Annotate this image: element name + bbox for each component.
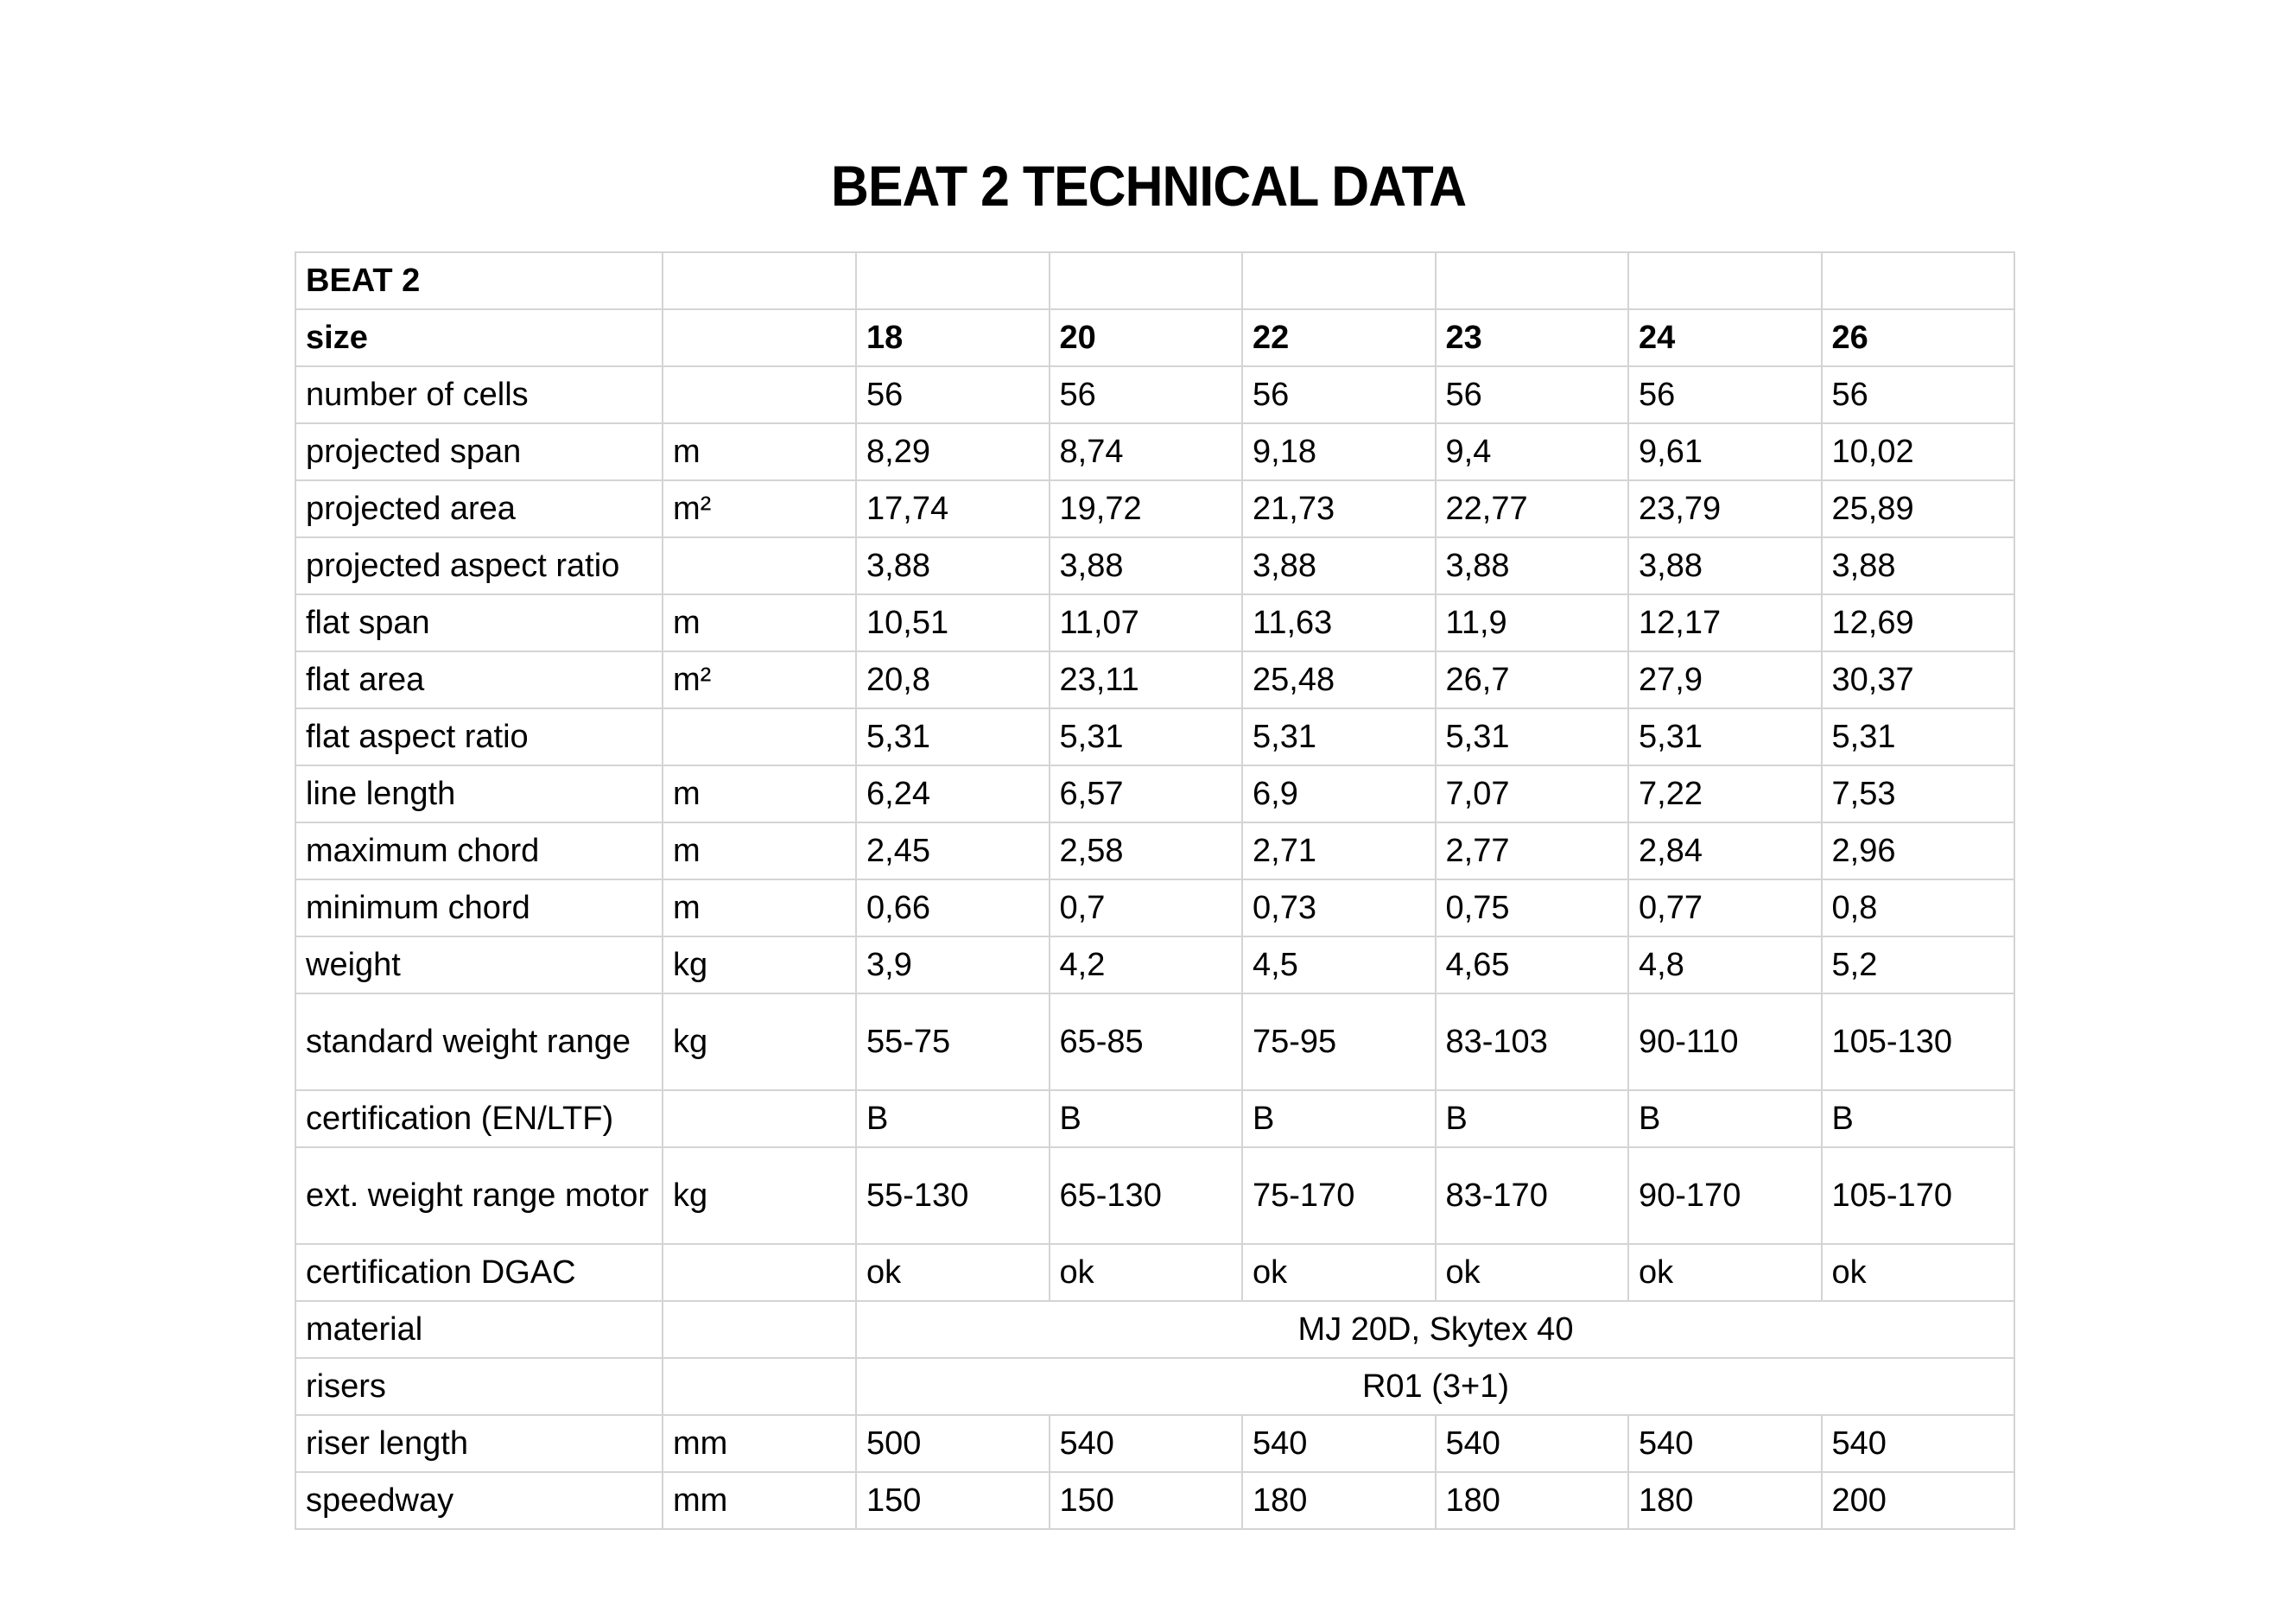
unit-cell: m [663,594,856,651]
model-header-row [295,252,2014,309]
value-cell: 2,71 [1242,822,1436,879]
value-cell: 9,61 [1628,423,1822,480]
value-cell: 3,9 [856,936,1050,993]
unit-cell: kg [663,993,856,1090]
value-cell: 21,73 [1242,480,1436,537]
value-cell: 65-130 [1050,1147,1243,1244]
row-label: number of cells [295,366,663,423]
value-cell: 5,31 [1242,708,1436,765]
unit-cell: m² [663,651,856,708]
empty-cell [856,252,1050,309]
merged-value-cell: MJ 20D, Skytex 40 [856,1301,2014,1358]
value-cell: 4,65 [1436,936,1629,993]
value-cell: 0,7 [1050,879,1243,936]
row-label: certification (EN/LTF) [295,1090,663,1147]
value-cell: 540 [1242,1415,1436,1472]
value-cell: 56 [1628,366,1822,423]
value-cell: 4,2 [1050,936,1243,993]
size-header-cell: 24 [1628,309,1822,366]
value-cell: 3,88 [1436,537,1629,594]
unit-cell: mm [663,1415,856,1472]
unit-cell: mm [663,1472,856,1529]
value-cell: 200 [1822,1472,2015,1529]
table-row [295,480,2014,537]
size-header-cell: 22 [1242,309,1436,366]
table-row [295,537,2014,594]
value-cell: 5,31 [1628,708,1822,765]
value-cell: 11,07 [1050,594,1243,651]
empty-cell [1628,252,1822,309]
value-cell: 11,63 [1242,594,1436,651]
table-row [295,1244,2014,1301]
value-cell: 0,66 [856,879,1050,936]
value-cell: 56 [1436,366,1629,423]
row-label: risers [295,1358,663,1415]
value-cell: ok [1436,1244,1629,1301]
value-cell: 56 [1242,366,1436,423]
value-cell: 180 [1628,1472,1822,1529]
size-header-cell: 26 [1822,309,2015,366]
unit-cell [663,708,856,765]
unit-cell: m [663,765,856,822]
value-cell: B [1242,1090,1436,1147]
empty-cell [663,252,856,309]
value-cell: 20,8 [856,651,1050,708]
row-label: certification DGAC [295,1244,663,1301]
unit-cell: m [663,423,856,480]
value-cell: 3,88 [1628,537,1822,594]
value-cell: 19,72 [1050,480,1243,537]
unit-cell [663,1358,856,1415]
value-cell: 30,37 [1822,651,2015,708]
value-cell: 150 [1050,1472,1243,1529]
value-cell: 5,31 [1822,708,2015,765]
row-label: projected aspect ratio [295,537,663,594]
value-cell: 7,53 [1822,765,2015,822]
value-cell: 83-103 [1436,993,1629,1090]
value-cell: 7,07 [1436,765,1629,822]
value-cell: 5,2 [1822,936,2015,993]
value-cell: 0,8 [1822,879,2015,936]
value-cell: 105-170 [1822,1147,2015,1244]
value-cell: 6,24 [856,765,1050,822]
table-row [295,879,2014,936]
value-cell: 7,22 [1628,765,1822,822]
value-cell: 10,02 [1822,423,2015,480]
table-row [295,822,2014,879]
empty-cell [1822,252,2015,309]
value-cell: 23,11 [1050,651,1243,708]
value-cell: 2,96 [1822,822,2015,879]
value-cell: 17,74 [856,480,1050,537]
value-cell: 27,9 [1628,651,1822,708]
unit-cell: m [663,822,856,879]
value-cell: 65-85 [1050,993,1243,1090]
value-cell: 90-170 [1628,1147,1822,1244]
value-cell: 3,88 [1050,537,1243,594]
value-cell: 150 [856,1472,1050,1529]
value-cell: 3,88 [1242,537,1436,594]
value-cell: 540 [1628,1415,1822,1472]
unit-cell: m [663,879,856,936]
value-cell: 0,75 [1436,879,1629,936]
value-cell: 3,88 [1822,537,2015,594]
value-cell: 8,29 [856,423,1050,480]
value-cell: 26,7 [1436,651,1629,708]
row-label: projected area [295,480,663,537]
value-cell: B [1436,1090,1629,1147]
table-row [295,366,2014,423]
value-cell: 2,84 [1628,822,1822,879]
value-cell: B [1822,1090,2015,1147]
value-cell: 25,48 [1242,651,1436,708]
empty-cell [1242,252,1436,309]
value-cell: 75-95 [1242,993,1436,1090]
value-cell: 22,77 [1436,480,1629,537]
value-cell: 6,57 [1050,765,1243,822]
value-cell: 55-130 [856,1147,1050,1244]
value-cell: 3,88 [856,537,1050,594]
value-cell: 5,31 [1050,708,1243,765]
value-cell: 0,77 [1628,879,1822,936]
table-row [295,993,2014,1090]
row-label: line length [295,765,663,822]
row-label: ext. weight range motor [295,1147,663,1244]
value-cell: 75-170 [1242,1147,1436,1244]
table-row [295,1301,2014,1358]
value-cell: 25,89 [1822,480,2015,537]
table-row [295,1472,2014,1529]
value-cell: 500 [856,1415,1050,1472]
value-cell: 56 [856,366,1050,423]
row-label: flat aspect ratio [295,708,663,765]
model-name: BEAT 2 [295,252,663,309]
row-label: minimum chord [295,879,663,936]
table-row [295,708,2014,765]
row-label: weight [295,936,663,993]
value-cell: 56 [1050,366,1243,423]
value-cell: B [1628,1090,1822,1147]
value-cell: 5,31 [856,708,1050,765]
table-row [295,1090,2014,1147]
empty-cell [1436,252,1629,309]
value-cell: 2,77 [1436,822,1629,879]
value-cell: 12,17 [1628,594,1822,651]
unit-cell [663,366,856,423]
value-cell: 9,4 [1436,423,1629,480]
value-cell: 83-170 [1436,1147,1629,1244]
value-cell: 540 [1822,1415,2015,1472]
row-label: flat area [295,651,663,708]
table-row [295,651,2014,708]
value-cell: 56 [1822,366,2015,423]
value-cell: 2,58 [1050,822,1243,879]
unit-cell [663,537,856,594]
unit-cell [663,1301,856,1358]
value-cell: 540 [1050,1415,1243,1472]
value-cell: 0,73 [1242,879,1436,936]
row-label: flat span [295,594,663,651]
value-cell: 4,5 [1242,936,1436,993]
value-cell: 55-75 [856,993,1050,1090]
row-label: material [295,1301,663,1358]
unit-cell: kg [663,1147,856,1244]
value-cell: 105-130 [1822,993,2015,1090]
unit-cell: m² [663,480,856,537]
size-header-cell: 20 [1050,309,1243,366]
row-label: maximum chord [295,822,663,879]
value-cell: B [1050,1090,1243,1147]
value-cell: 540 [1436,1415,1629,1472]
table-row [295,423,2014,480]
value-cell: ok [1242,1244,1436,1301]
value-cell: 23,79 [1628,480,1822,537]
value-cell: 180 [1242,1472,1436,1529]
table-row [295,936,2014,993]
empty-cell [1050,252,1243,309]
value-cell: 10,51 [856,594,1050,651]
row-label: speedway [295,1472,663,1529]
merged-value-cell: R01 (3+1) [856,1358,2014,1415]
value-cell: 11,9 [1436,594,1629,651]
value-cell: ok [1050,1244,1243,1301]
value-cell: 180 [1436,1472,1629,1529]
table-row [295,765,2014,822]
value-cell: ok [1628,1244,1822,1301]
value-cell: 4,8 [1628,936,1822,993]
value-cell: 12,69 [1822,594,2015,651]
value-cell: 5,31 [1436,708,1629,765]
value-cell: 90-110 [1628,993,1822,1090]
value-cell: B [856,1090,1050,1147]
value-cell: 8,74 [1050,423,1243,480]
page-title: BEAT 2 TECHNICAL DATA [831,154,1467,218]
row-label: projected span [295,423,663,480]
row-label: standard weight range [295,993,663,1090]
table-row [295,1358,2014,1415]
value-cell: 6,9 [1242,765,1436,822]
value-cell: 9,18 [1242,423,1436,480]
unit-cell [663,1090,856,1147]
size-header-cell: 23 [1436,309,1629,366]
table-row [295,1147,2014,1244]
size-label: size [295,309,663,366]
size-header-row [295,309,2014,366]
value-cell: ok [856,1244,1050,1301]
value-cell: 2,45 [856,822,1050,879]
value-cell: ok [1822,1244,2015,1301]
row-label: riser length [295,1415,663,1472]
table-row [295,1415,2014,1472]
table-row [295,594,2014,651]
size-header-cell: 18 [856,309,1050,366]
unit-cell [663,1244,856,1301]
technical-data-table [295,251,2015,1530]
unit-cell [663,309,856,366]
unit-cell: kg [663,936,856,993]
